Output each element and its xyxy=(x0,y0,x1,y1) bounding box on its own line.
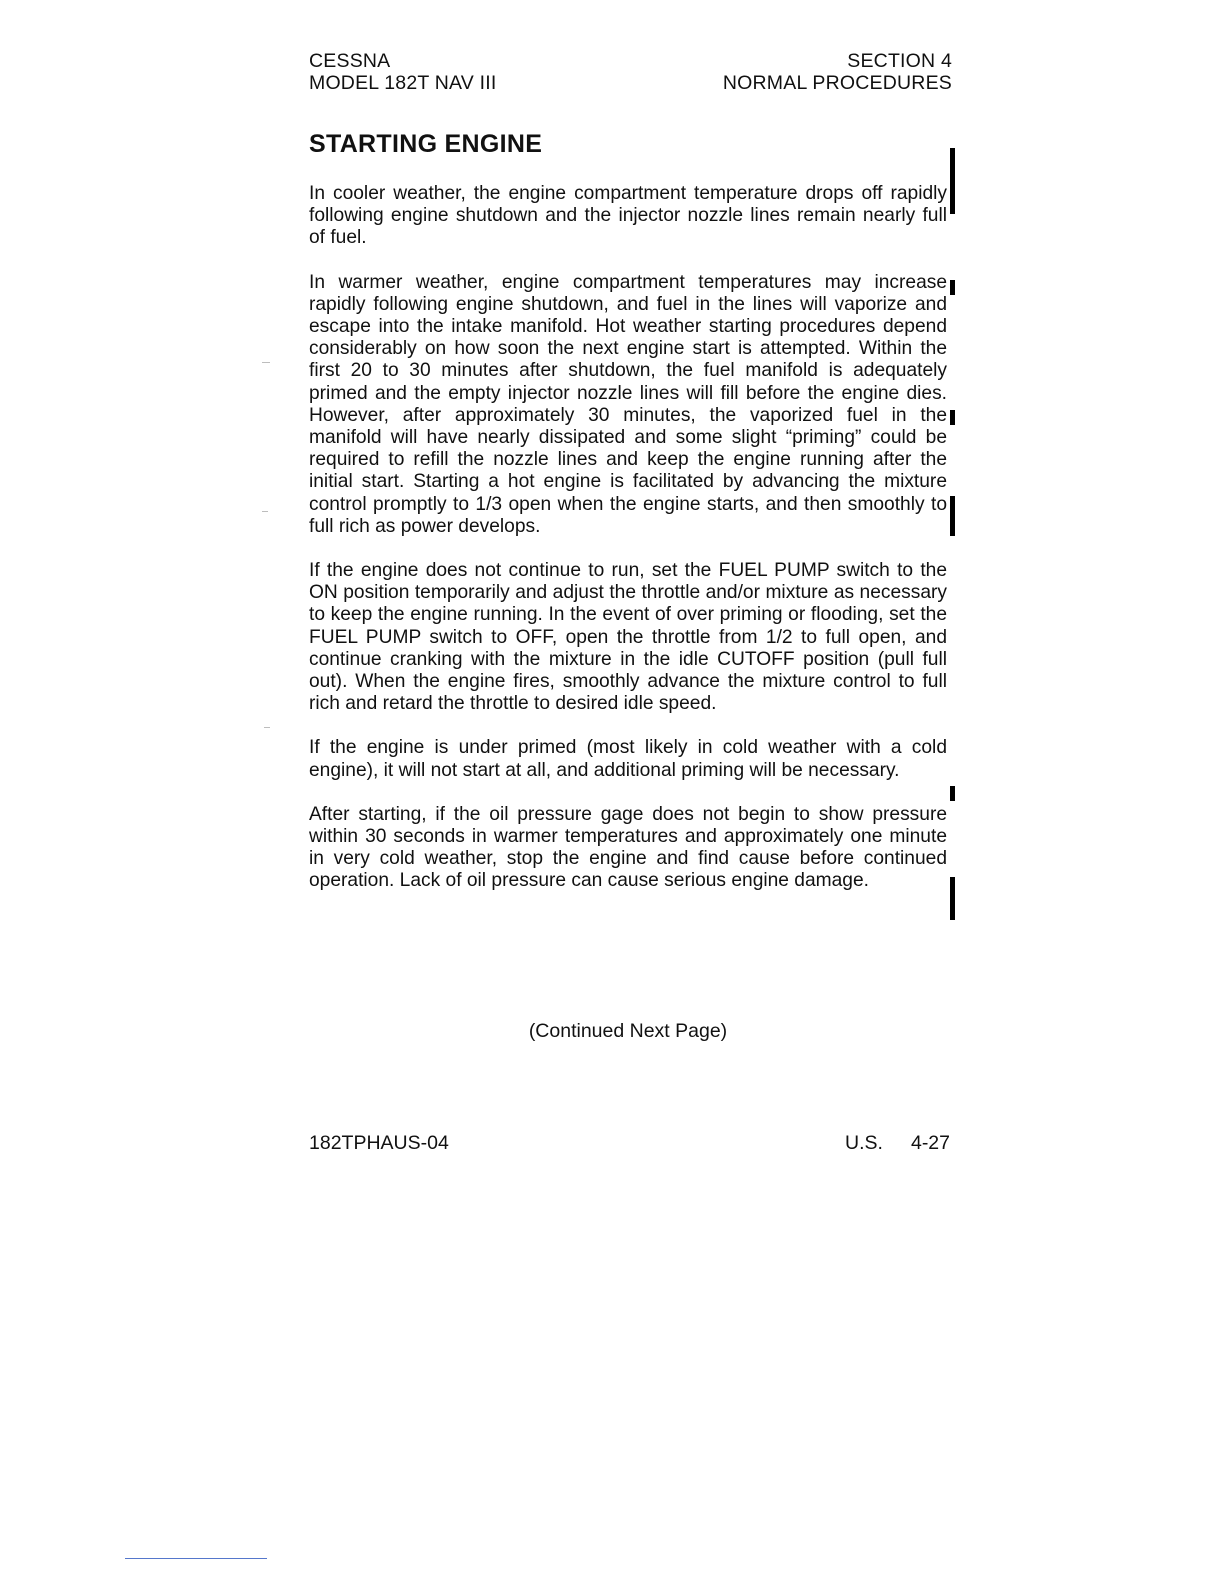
model-name: MODEL 182T NAV III xyxy=(309,72,497,94)
paragraph-oil-pressure: After starting, if the oil pressure gage does not begin to show pressure within 30 seconds in warmer temperatures and approximately one minute in very cold weather, stop the engine and find cause before continued operation. Lack of oil pressure can cause serious engine damage. xyxy=(309,803,947,892)
paragraph-warmer-weather: In warmer weather, engine compartment temperatures may increase rapidly following engine shutdown, and fuel in the lines will vaporize and escape into the intake manifold. Hot weather starting procedures depend considerably on how soon the next engine start is attempted. Within the first 20 to 30 minutes after shutdown, the fuel manifold is adequately primed and the empty injector nozzle lines will fill before the engine dies. However, after approximately 30 minutes, the vaporized fuel in the manifold will have nearly dissipated and some slight “priming” could be required to refill the nozzle lines and keep the engine running after the initial start. Starting a hot engine is facilitated by advancing the mixture control promptly to 1/3 open when the engine starts, and then smoothly to full rich as power develops. xyxy=(309,271,947,537)
header-left xyxy=(309,50,496,94)
page-footer-right xyxy=(780,1132,950,1155)
section-body xyxy=(309,183,947,915)
paragraph-engine-not-running: If the engine does not continue to run, set the FUEL PUMP switch to the ON position temporarily and adjust the throttle and/or mixture as necessary to keep the engine running. In the event of over priming or flooding, set the FUEL PUMP switch to OFF, open the throttle from 1/2 to full open, and continue cranking with the mixture in the idle CUTOFF position (pull full out). When the engine fires, smoothly advance the mixture control to full rich and retard the throttle to desired idle speed. xyxy=(309,560,947,715)
page-number: 4-27 xyxy=(910,1132,950,1154)
revision-bar xyxy=(950,877,955,920)
section-name: NORMAL PROCEDURES xyxy=(722,72,952,94)
region-label: U.S. xyxy=(845,1132,883,1154)
section-number: SECTION 4 xyxy=(847,50,952,72)
revision-bar xyxy=(950,280,955,295)
revision-bar xyxy=(950,786,955,801)
manufacturer-name: CESSNA xyxy=(309,50,391,72)
paragraph-cooler-weather: In cooler weather, the engine compartment temperature drops off rapidly following engine shutdown and the injector nozzle lines remain nearly full of fuel. xyxy=(309,183,947,249)
scan-artifact xyxy=(264,727,270,728)
scan-artifact xyxy=(262,362,270,363)
scan-artifact xyxy=(262,511,268,512)
paragraph-under-primed: If the engine is under primed (most likely in cold weather with a cold engine), it will not start at all, and additional priming will be necessary. xyxy=(309,737,947,781)
revision-bar xyxy=(950,496,955,536)
continued-note: (Continued Next Page) xyxy=(528,1020,728,1042)
header-right xyxy=(640,50,952,94)
section-title: STARTING ENGINE xyxy=(309,130,543,158)
document-number: 182TPHAUS-04 xyxy=(309,1132,449,1154)
footnote-rule xyxy=(125,1558,267,1559)
revision-bar xyxy=(950,148,955,214)
revision-bar xyxy=(950,410,955,425)
